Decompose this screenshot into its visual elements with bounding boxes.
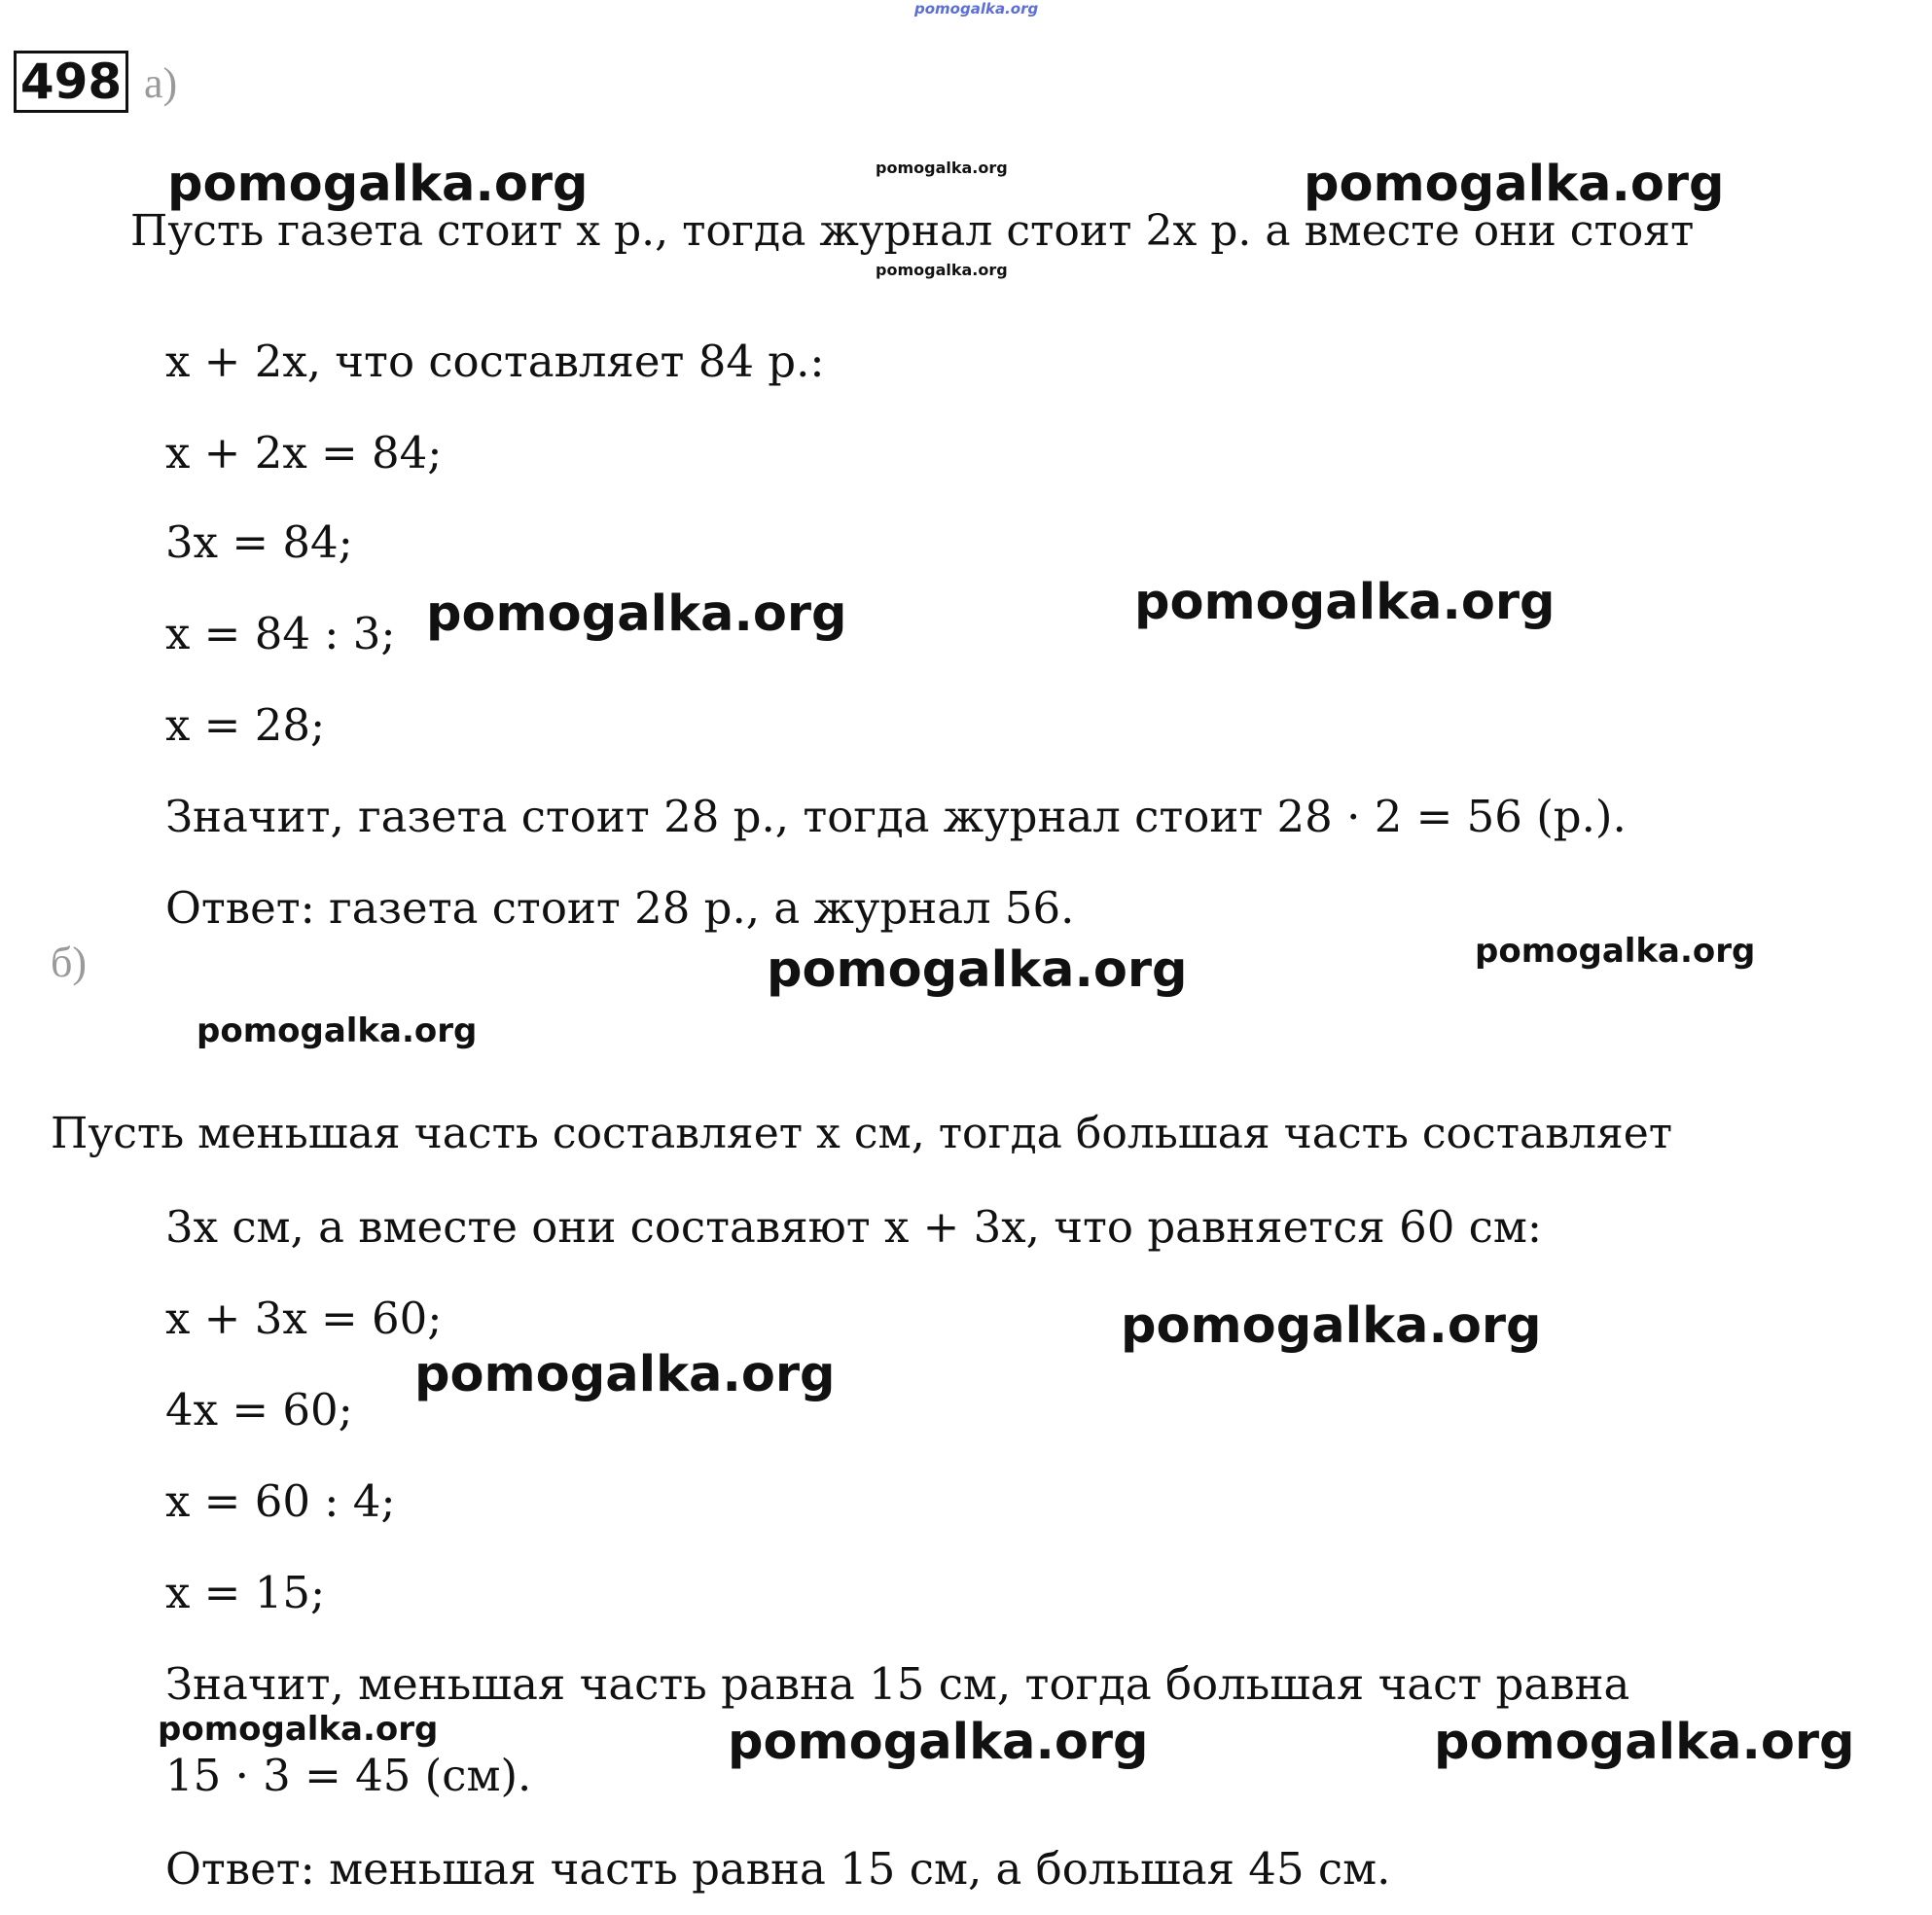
- watermark: pomogalka.org: [1121, 1297, 1542, 1355]
- watermark: pomogalka.org: [414, 1346, 836, 1403]
- part-b-line-2: 3x см, а вместе они составяют x + 3x, что равняется 60 см:: [165, 1201, 1543, 1253]
- part-b-equation-2: 4x = 60;: [165, 1384, 353, 1436]
- part-a-equation-3: x = 84 : 3;: [165, 608, 396, 659]
- part-a-label: а): [144, 59, 178, 107]
- part-a-equation-2: 3x = 84;: [165, 516, 353, 568]
- watermark: pomogalka.org: [426, 585, 847, 643]
- watermark: pomogalka.org: [728, 1714, 1149, 1771]
- part-b-conclusion: Значит, меньшая часть равна 15 см, тогда большая част равна: [165, 1658, 1630, 1710]
- watermark: pomogalka.org: [876, 159, 1008, 177]
- watermark: pomogalka.org: [914, 0, 1039, 18]
- watermark: pomogalka.org: [767, 941, 1188, 999]
- watermark: pomogalka.org: [1304, 156, 1725, 213]
- part-a-answer: Ответ: газета стоит 28 р., а журнал 56.: [165, 882, 1075, 934]
- part-a-line-1: Пусть газета стоит x р., тогда журнал стоит 2x р. а вместе они стоят: [130, 206, 1695, 256]
- part-a-line-2: x + 2x, что составляет 84 р.:: [165, 336, 825, 387]
- part-b-equation-4: x = 15;: [165, 1567, 326, 1618]
- part-a-equation-4: x = 28;: [165, 699, 326, 751]
- part-a-conclusion: Значит, газета стоит 28 р., тогда журнал стоит 28 · 2 = 56 (р.).: [165, 791, 1627, 842]
- watermark: pomogalka.org: [1434, 1714, 1855, 1771]
- part-b-label: б): [51, 939, 88, 986]
- part-b-conclusion-result: 15 · 3 = 45 (см).: [165, 1750, 532, 1801]
- watermark: pomogalka.org: [1134, 574, 1556, 631]
- watermark: pomogalka.org: [158, 1710, 439, 1749]
- watermark: pomogalka.org: [197, 1011, 478, 1050]
- watermark: pomogalka.org: [876, 261, 1008, 279]
- part-b-line-1: Пусть меньшая часть составляет x см, тогда большая часть составляет: [51, 1109, 1673, 1158]
- problem-number: 498: [14, 51, 128, 113]
- part-b-answer: Ответ: меньшая часть равна 15 см, а большая 45 см.: [165, 1843, 1391, 1895]
- watermark: pomogalka.org: [167, 156, 589, 213]
- part-b-equation-3: x = 60 : 4;: [165, 1475, 396, 1527]
- watermark: pomogalka.org: [1475, 932, 1756, 971]
- part-a-equation-1: x + 2x = 84;: [165, 427, 443, 479]
- part-b-equation-1: x + 3x = 60;: [165, 1293, 443, 1344]
